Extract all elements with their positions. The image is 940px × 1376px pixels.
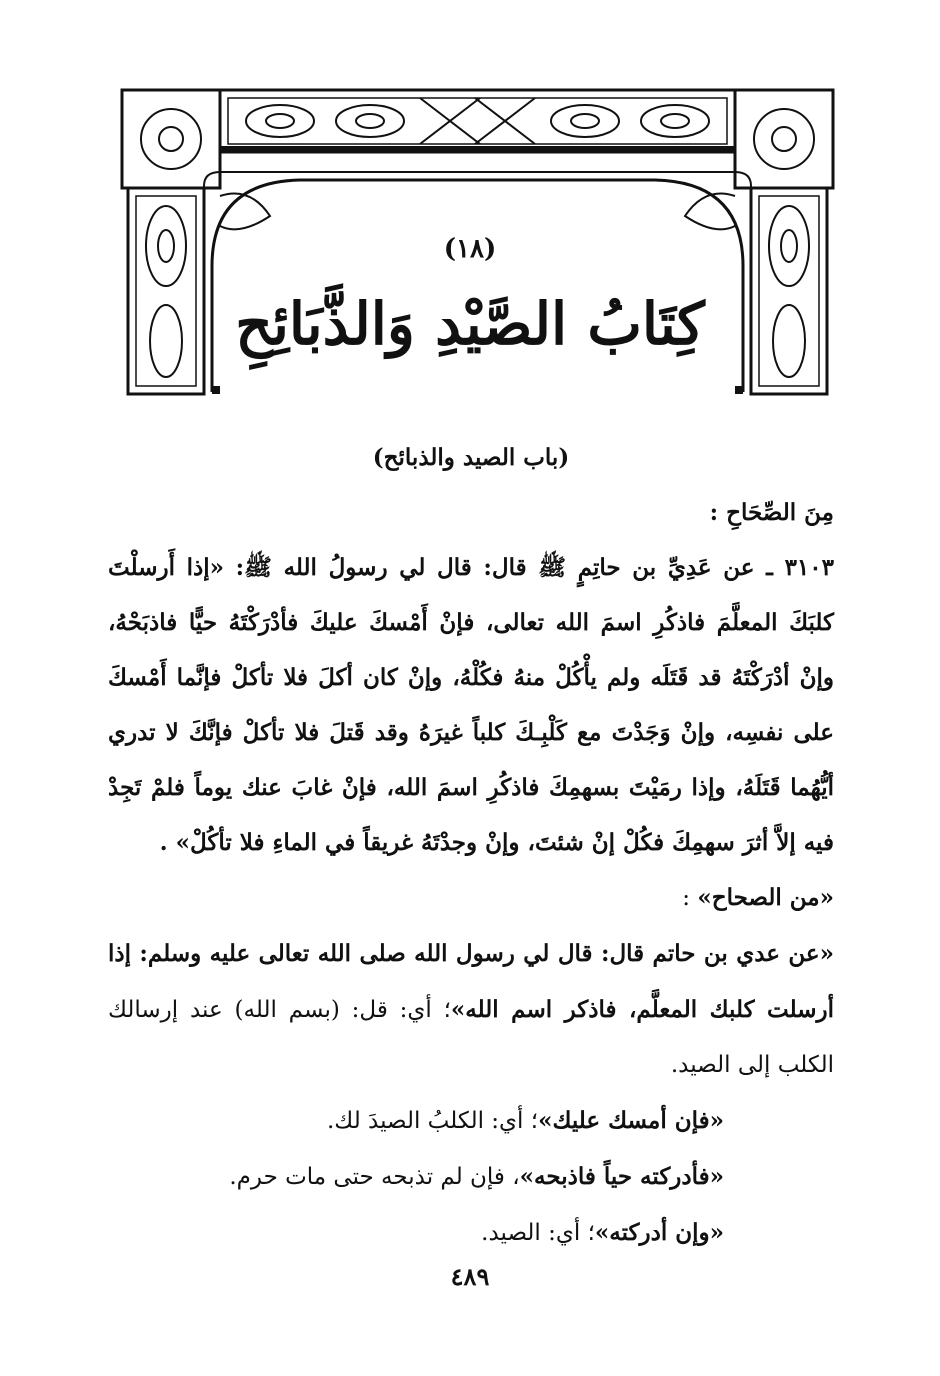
commentary-5-rest: ؛ أي: الصيد. xyxy=(481,1220,595,1246)
commentary-3-quote: «فإن أمسك عليك» xyxy=(538,1107,724,1134)
commentary-2-rest: ؛ أي: قل: (بسم الله) عند إرسالك الكلب إلى الصيد. xyxy=(108,997,834,1078)
commentary-3-rest: ؛ أي: الكلبُ الصيدَ لك. xyxy=(327,1108,539,1134)
commentary-4 xyxy=(108,1149,834,1205)
bab-title: (باب الصيد والذبائح) xyxy=(372,444,570,471)
commentary-1-quote: «من الصحاح» xyxy=(697,884,834,911)
commentary-5-quote: «وإن أدركته» xyxy=(594,1219,724,1246)
commentary-1-rest: : xyxy=(682,885,691,911)
commentary-4-rest: ، فإن لم تذبحه حتى مات حرم. xyxy=(229,1164,520,1190)
main-text xyxy=(108,430,834,1261)
book-title: كِتَابُ الصَّيْدِ وَالذَّبَائِحِ xyxy=(235,290,705,358)
page-number: ٤٨٩ xyxy=(450,1262,490,1291)
chapter-number: (١٨) xyxy=(443,234,497,264)
commentary-5 xyxy=(108,1205,834,1261)
commentary-1 xyxy=(108,870,834,926)
commentary-3 xyxy=(108,1093,834,1149)
commentary-2-quote: «عن عدي بن حاتم قال: قال لي رسول الله صلى الله تعالى عليه وسلم: إذا أرسلت كلبك المعلَّم، فاذكر اسم الله» xyxy=(108,940,834,1023)
commentary-4-quote: «فأدركته حياً فاذبحه» xyxy=(519,1163,724,1190)
hadith-number: ٣١٠٣ xyxy=(784,554,834,581)
commentary-2 xyxy=(108,926,834,1093)
hadith-paragraph xyxy=(108,540,834,870)
section-label: مِنَ الصِّحَاحِ : xyxy=(709,499,834,526)
hadith-text: ـ عن عَدِيِّ بن حاتِمٍ ﷺ قال: قال لي رسولُ الله ﷺ: «إذا أَرسلْتَ كلبَكَ المعلَّمَ فاذكُرِ اسمَ الله تعالى، فإنْ أَمْسكَ عليكَ فأدْرَكْتَهُ حيًّا فاذبَحْهُ، وإنْ أدْرَكْتَهُ قد قَتَلَه ولم يأْكُلْ منهُ فكُلْهُ، وإنْ كان أكلَ فلا تأكلْ فإنَّما أَمْسكَ على نفسِه، وإنْ وَجَدْتَ مع كَلْبِـكَ كلباً غيرَهُ وقد قَتلَ فلا تأكلْ فإنَّكَ لا تدري أيُّهُما قَتَلَهُ، وإذا رمَيْتَ بسهمِكَ فاذكُرِ اسمَ الله، فإنْ غابَ عنك يوماً فلمْ تَجِدْ فيه إلاَّ أثرَ سهمِكَ فكُلْ إنْ شئتَ، وإنْ وجدْتَهُ غريقاً في الماءِ فلا تأكُلْ» . xyxy=(108,554,834,856)
